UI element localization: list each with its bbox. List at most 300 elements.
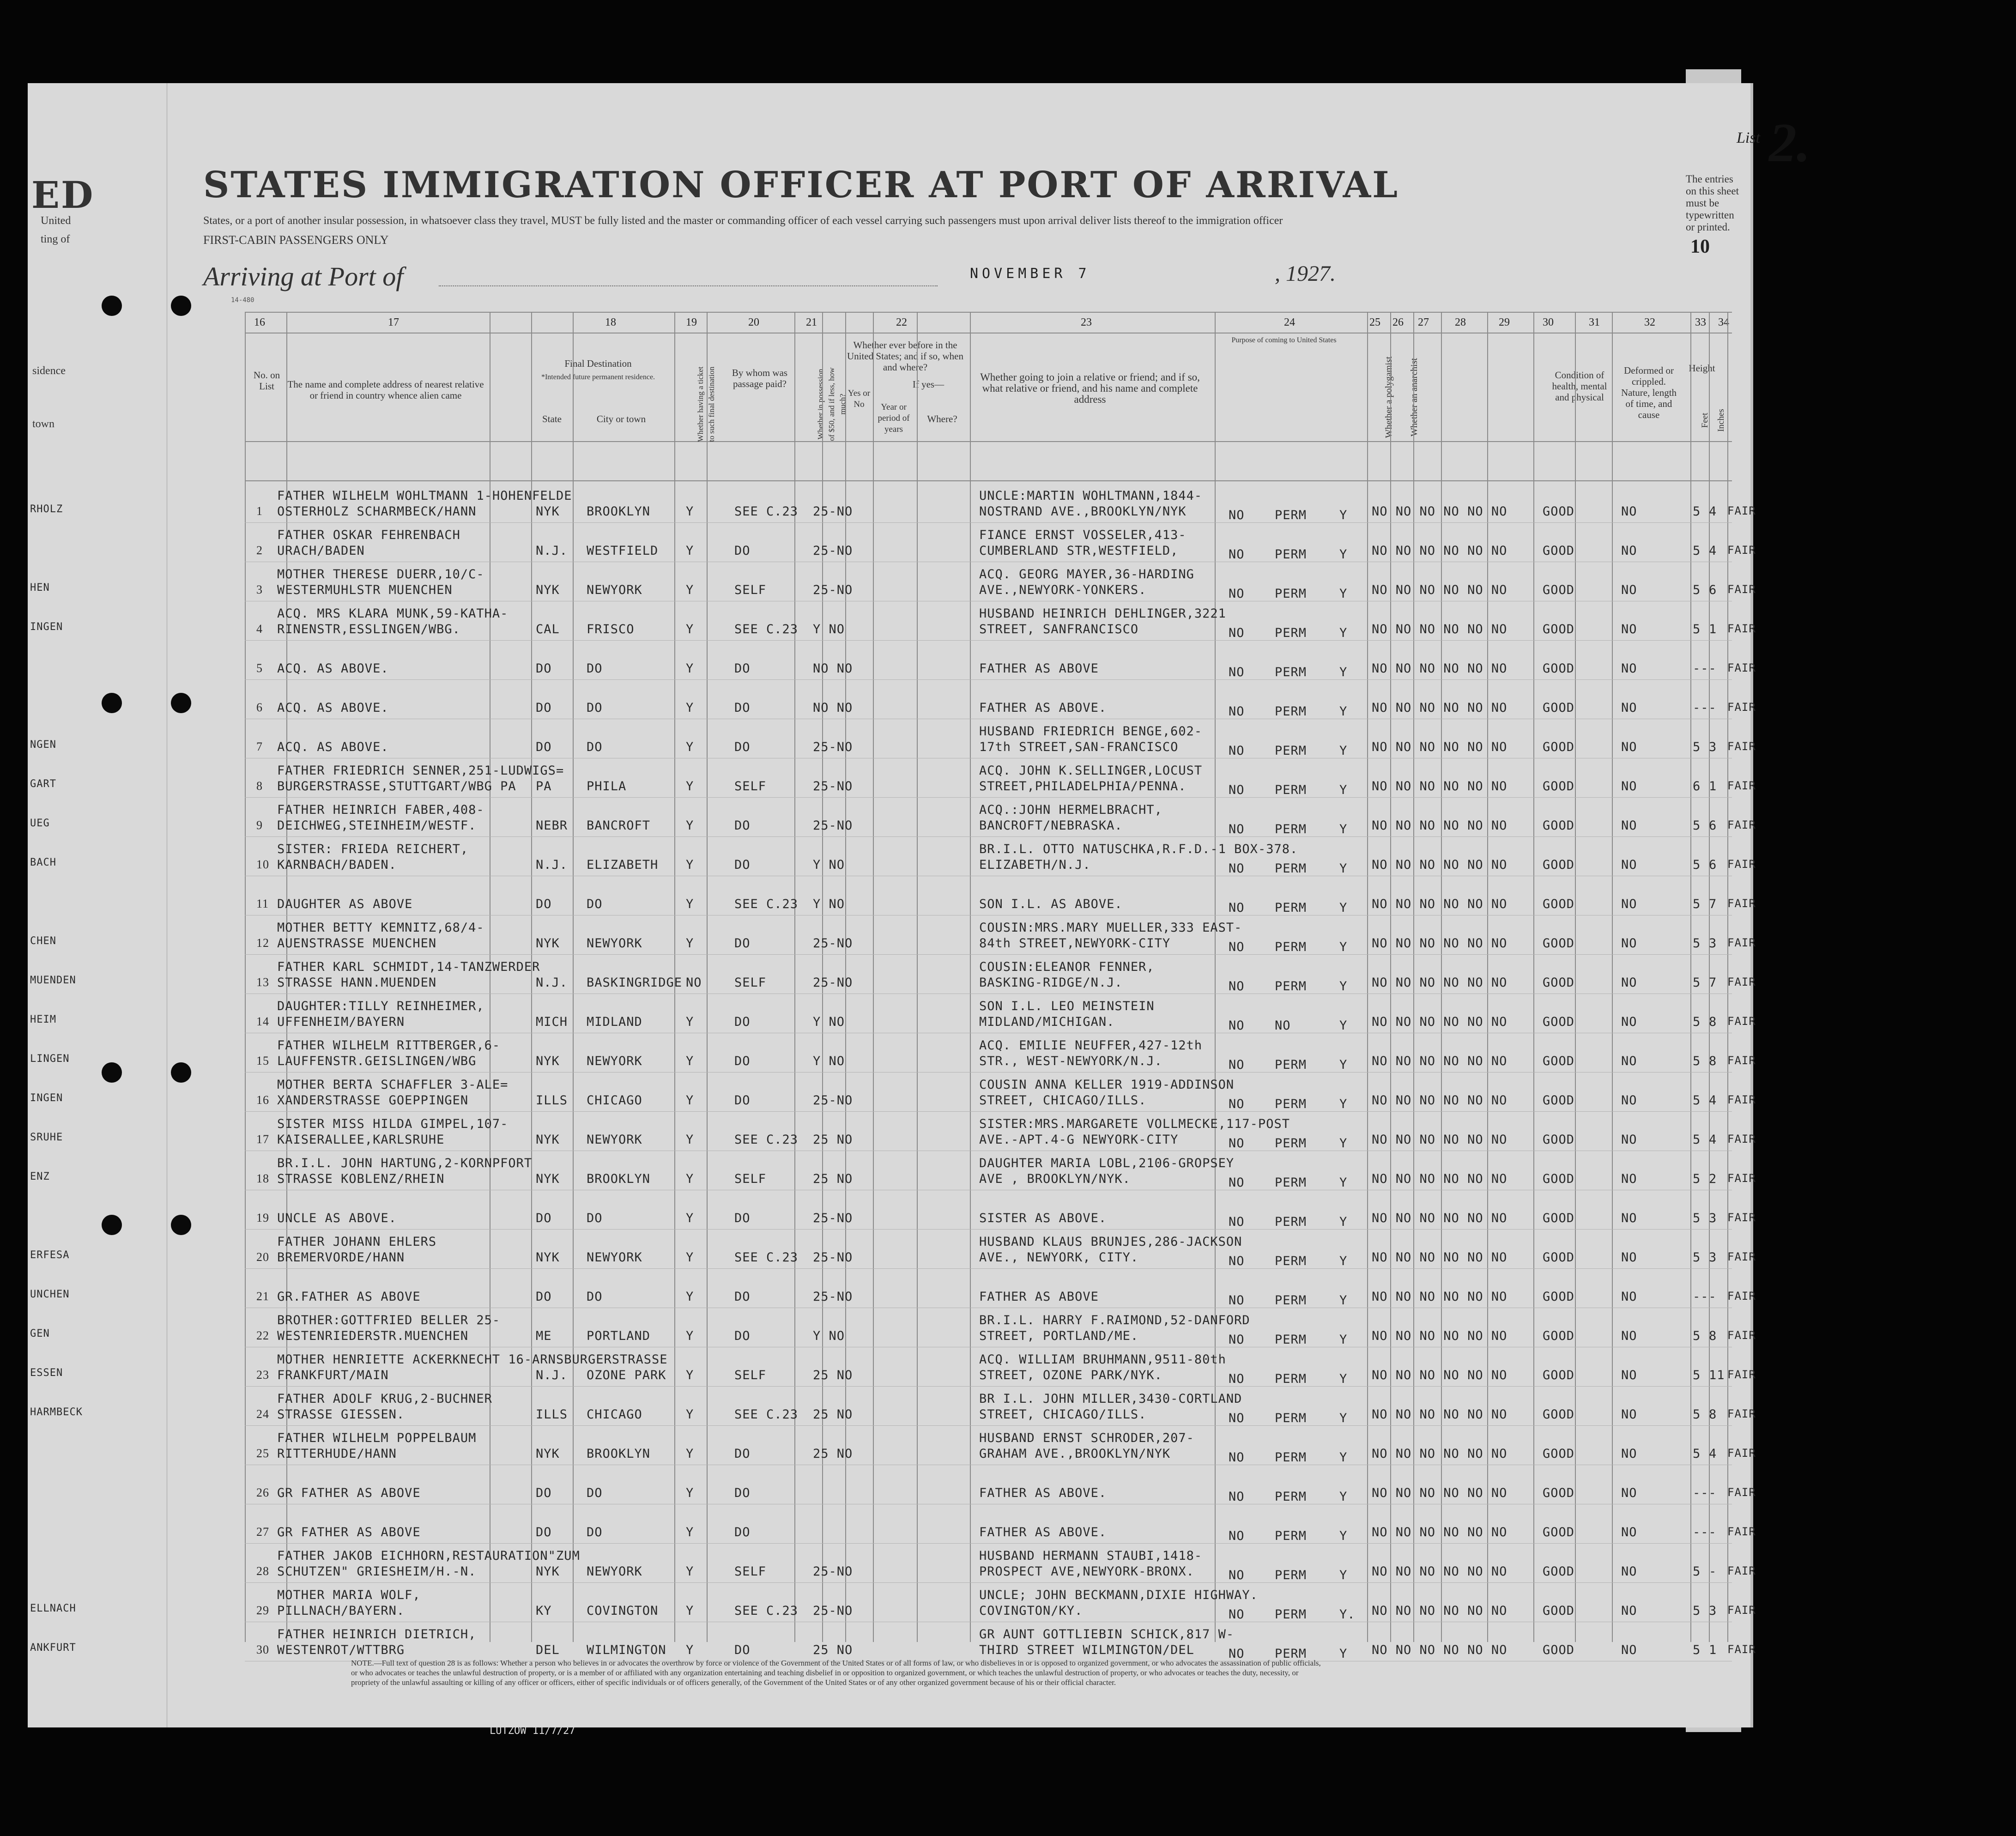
health-condition: GOOD (1543, 701, 1575, 715)
joining-relative: SON I.L. LEO MEINSTEIN (979, 999, 1155, 1013)
flag-yes: Y (1339, 744, 1348, 758)
row-number: 12 (256, 936, 269, 950)
height-inches: 6 (1709, 818, 1717, 833)
deformed-flag: NO (1621, 1172, 1637, 1186)
row-number: 16 (256, 1093, 269, 1107)
money-in-possession: 25-NO (813, 1093, 853, 1108)
flag-no: NO (1229, 1647, 1245, 1661)
question-answers: NO NO NO NO NO NO (1372, 1172, 1507, 1186)
relative-address: STRASSE HANN.MUENDEN (277, 976, 437, 990)
margin-fragment: HEN (30, 582, 50, 594)
relative-address: ACQ. AS ABOVE. (277, 661, 389, 676)
complexion: FAIR (1727, 858, 1756, 871)
destination-city: CHICAGO (587, 1093, 642, 1108)
header-bottom-rule (245, 441, 1732, 442)
complexion: FAIR (1727, 779, 1756, 792)
list-number: 2. (1769, 112, 1810, 173)
height-inches: 3 (1709, 1250, 1717, 1265)
margin-fragment: SRUHE (30, 1132, 63, 1143)
flag-no: NO (1229, 1097, 1245, 1111)
height-inches: 4 (1709, 504, 1717, 519)
col-header-paid-by: By whom was passage paid? (732, 367, 788, 389)
destination-state: DO (536, 1486, 552, 1500)
flag-no: NO (1229, 1136, 1245, 1151)
destination-city: MIDLAND (587, 1015, 642, 1029)
destination-city: DO (587, 1525, 603, 1539)
money-in-possession: Y NO (813, 858, 845, 872)
passage-paid-by: DO (734, 1054, 751, 1068)
flag-yes: Y (1339, 1176, 1348, 1190)
flag-no: NO (1229, 1254, 1245, 1268)
column-number: 34 (1718, 316, 1729, 328)
passage-paid-by: SEE C.23 (734, 622, 799, 636)
joining-address: STR., WEST-NEWYORK/N.J. (979, 1054, 1162, 1068)
deformed-flag: NO (1621, 1643, 1637, 1657)
arrival-year: , 1927. (1275, 261, 1336, 286)
col-header-feet: Feet (1700, 412, 1710, 428)
col-header-if-yes: If yes— (912, 379, 944, 390)
col-header-final-destination: Final Destination (564, 358, 632, 369)
flag-yes: Y (1339, 1372, 1348, 1386)
question-answers: NO NO NO NO NO NO (1372, 740, 1507, 754)
margin-fragment: GART (30, 778, 56, 790)
joining-relative: HUSBAND ERNST SCHRODER,207- (979, 1431, 1194, 1445)
col-header-destination-note: *Intended future permanent residence. (541, 373, 655, 381)
joining-relative: UNCLE:MARTIN WOHLTMANN,1844- (979, 489, 1203, 503)
relative-address: AUENSTRASSE MUENCHEN (277, 936, 437, 951)
col-header-where: Where? (927, 413, 957, 424)
joining-relative: FIANCE ERNST VOSSELER,413- (979, 528, 1187, 542)
margin-fragment: LINGEN (30, 1053, 70, 1065)
col-header-relative: The name and complete address of nearest relative or friend in country whence alien came (287, 379, 484, 401)
money-in-possession: 25-NO (813, 504, 853, 519)
joining-relative: GR AUNT GOTTLIEBIN SCHICK,817 W- (979, 1627, 1235, 1642)
purpose-of-visit: PERM (1275, 783, 1307, 797)
column-number: 17 (388, 316, 399, 328)
flag-no: NO (1229, 626, 1245, 640)
ticket-flag: Y (686, 779, 694, 794)
complexion: FAIR (1727, 504, 1756, 517)
col-header-anarchist: Whether an anarchist (1409, 358, 1419, 436)
relative-address: ACQ. AS ABOVE. (277, 701, 389, 715)
relative-name: MOTHER HENRIETTE ACKERKNECHT 16-ARNSBURGERSTRASSE (277, 1352, 668, 1367)
column-number: 27 (1418, 316, 1429, 328)
column-rule (1367, 312, 1368, 1642)
margin-fragment: ENZ (30, 1171, 50, 1182)
relative-address: DEICHWEG,STEINHEIM/WESTF. (277, 818, 477, 833)
health-condition: GOOD (1543, 1054, 1575, 1068)
col-header-inches: Inches (1716, 409, 1726, 432)
flag-yes: Y (1339, 704, 1348, 719)
height-feet: 5 (1693, 897, 1701, 911)
money-in-possession: 25-NO (813, 936, 853, 951)
joining-address: 84th STREET,NEWYORK-CITY (979, 936, 1171, 951)
column-rule (1575, 312, 1576, 1642)
flag-no: NO (1229, 979, 1245, 994)
joining-address: BASKING-RIDGE/N.J. (979, 976, 1123, 990)
health-condition: GOOD (1543, 936, 1575, 951)
height-feet: 5 (1693, 504, 1701, 519)
destination-state: MICH (536, 1015, 568, 1029)
destination-city: DO (587, 740, 603, 754)
joining-address: ELIZABETH/N.J. (979, 858, 1091, 872)
destination-state: DO (536, 740, 552, 754)
row-number: 13 (256, 976, 269, 989)
joining-relative: ACQ.:JOHN HERMELBRACHT, (979, 803, 1162, 817)
col-header-height: Height (1689, 363, 1715, 374)
flag-yes: Y (1339, 626, 1348, 640)
complexion: FAIR (1727, 1643, 1756, 1656)
row-number: 25 (256, 1447, 269, 1460)
relative-address: SCHUTZEN" GRIESHEIM/H.-N. (277, 1564, 477, 1579)
health-condition: GOOD (1543, 1329, 1575, 1343)
margin-fragment: RHOLZ (30, 503, 63, 515)
row-number: 29 (256, 1604, 269, 1617)
joining-address: STREET, SANFRANCISCO (979, 622, 1139, 636)
column-rule (707, 312, 708, 1642)
row-number: 6 (256, 701, 263, 714)
relative-name: FATHER FRIEDRICH SENNER,251-LUDWIGS= (277, 763, 564, 778)
passage-paid-by: DO (734, 1525, 751, 1539)
relative-name: ACQ. MRS KLARA MUNK,59-KATHA- (277, 606, 509, 621)
ticket-flag: Y (686, 583, 694, 597)
relative-address: ACQ. AS ABOVE. (277, 740, 389, 754)
passage-paid-by: DO (734, 740, 751, 754)
joining-relative: ACQ. GEORG MAYER,36-HARDING (979, 567, 1194, 582)
joining-address: SISTER AS ABOVE. (979, 1211, 1107, 1225)
height-feet: 5 (1693, 1211, 1701, 1225)
question-answers: NO NO NO NO NO NO (1372, 1368, 1507, 1382)
relative-name: FATHER OSKAR FEHRENBACH (277, 528, 460, 542)
purpose-of-visit: PERM (1275, 822, 1307, 836)
ticket-flag: Y (686, 1525, 694, 1539)
relative-name: FATHER WILHELM RITTBERGER,6- (277, 1038, 501, 1053)
joining-relative: COUSIN:ELEANOR FENNER, (979, 960, 1155, 974)
flag-no: NO (1229, 587, 1245, 601)
deformed-flag: NO (1621, 1054, 1637, 1068)
passage-paid-by: SEE C.23 (734, 1407, 799, 1422)
purpose-of-visit: PERM (1275, 1293, 1307, 1308)
height-inches: 8 (1709, 1015, 1717, 1029)
height-inches: 1 (1709, 622, 1717, 636)
page-fold (166, 83, 168, 1727)
joining-address: FATHER AS ABOVE. (979, 701, 1107, 715)
health-condition: GOOD (1543, 1290, 1575, 1304)
deformed-flag: NO (1621, 1250, 1637, 1265)
relative-name: FATHER ADOLF KRUG,2-BUCHNER (277, 1392, 492, 1406)
joining-address: COVINGTON/KY. (979, 1604, 1083, 1618)
flag-no: NO (1229, 822, 1245, 836)
money-in-possession: 25-NO (813, 818, 853, 833)
column-number: 16 (254, 316, 265, 328)
col-header-yes-no: Yes or No (848, 388, 871, 409)
relative-address: GR FATHER AS ABOVE (277, 1486, 421, 1500)
question-answers: NO NO NO NO NO NO (1372, 544, 1507, 558)
column-number: 29 (1499, 316, 1510, 328)
arriving-label: Arriving at Port of (203, 261, 404, 291)
ticket-flag: Y (686, 1447, 694, 1461)
ticket-flag: Y (686, 1604, 694, 1618)
relative-address: UNCLE AS ABOVE. (277, 1211, 397, 1225)
port-blank-line (439, 285, 938, 286)
question-answers: NO NO NO NO NO NO (1372, 583, 1507, 597)
flag-yes: Y (1339, 901, 1348, 915)
money-in-possession: 25 NO (813, 1407, 853, 1422)
height-feet: 5 (1693, 1564, 1701, 1579)
joining-relative: SISTER:MRS.MARGARETE VOLLMECKE,117-POST (979, 1117, 1290, 1131)
col-town-fragment: town (32, 418, 54, 430)
relative-address: LAUFFENSTR.GEISLINGEN/WBG (277, 1054, 477, 1068)
relative-name: MOTHER MARIA WOLF, (277, 1588, 421, 1602)
purpose-of-visit: PERM (1275, 1058, 1307, 1072)
flag-yes: Y (1339, 1333, 1348, 1347)
destination-city: COVINGTON (587, 1604, 659, 1618)
row-number: 5 (256, 661, 263, 675)
destination-state: NYK (536, 1250, 560, 1265)
margin-fragment: INGEN (30, 1092, 63, 1104)
row-rule (245, 1543, 1732, 1544)
height-feet: 5 (1693, 1447, 1701, 1461)
joining-relative: BR I.L. JOHN MILLER,3430-CORTLAND (979, 1392, 1242, 1406)
passage-paid-by: DO (734, 1093, 751, 1108)
purpose-of-visit: PERM (1275, 1215, 1307, 1229)
flag-yes: Y (1339, 1254, 1348, 1268)
column-number: 31 (1589, 316, 1600, 328)
column-number: 18 (605, 316, 616, 328)
destination-city: NEWYORK (587, 1133, 642, 1147)
row-rule (245, 954, 1732, 955)
column-rule (970, 312, 971, 1642)
row-number: 26 (256, 1486, 269, 1499)
ticket-flag: Y (686, 818, 694, 833)
complexion: FAIR (1727, 1172, 1756, 1185)
money-in-possession: 25-NO (813, 583, 853, 597)
joining-address: STREET, PORTLAND/ME. (979, 1329, 1139, 1343)
money-in-possession: 25-NO (813, 976, 853, 990)
destination-state: NYK (536, 936, 560, 951)
ticket-flag: Y (686, 1643, 694, 1657)
health-condition: GOOD (1543, 1564, 1575, 1579)
destination-state: ILLS (536, 1093, 568, 1108)
money-in-possession: 25-NO (813, 1604, 853, 1618)
ticket-flag: Y (686, 701, 694, 715)
relative-address: WESTENRIEDERSTR.MUENCHEN (277, 1329, 469, 1343)
height-feet: 5 (1693, 544, 1701, 558)
complexion: FAIR (1727, 1525, 1756, 1538)
row-number: 21 (256, 1290, 269, 1303)
row-number: 22 (256, 1329, 269, 1342)
purpose-of-visit: PERM (1275, 1607, 1307, 1622)
height-inches: 6 (1709, 858, 1717, 872)
question-answers: NO NO NO NO NO NO (1372, 936, 1507, 951)
flag-yes: Y (1339, 1097, 1348, 1111)
destination-city: DO (587, 701, 603, 715)
flag-yes: Y (1339, 783, 1348, 797)
sheet-number: 10 (1690, 236, 1710, 257)
row-number: 1 (256, 504, 263, 518)
complexion: FAIR (1727, 1564, 1756, 1577)
complexion: FAIR (1727, 818, 1756, 831)
row-number: 7 (256, 740, 263, 753)
purpose-of-visit: PERM (1275, 704, 1307, 719)
health-condition: GOOD (1543, 583, 1575, 597)
question-answers: NO NO NO NO NO NO (1372, 1290, 1507, 1304)
height-feet: 5 (1693, 1643, 1701, 1657)
height-feet: 5 (1693, 583, 1701, 597)
health-condition: GOOD (1543, 1172, 1575, 1186)
purpose-of-visit: PERM (1275, 547, 1307, 562)
destination-state: NYK (536, 583, 560, 597)
money-in-possession: 25 NO (813, 1643, 853, 1657)
joining-address: PROSPECT AVE,NEWYORK-BRONX. (979, 1564, 1194, 1579)
ticket-flag: Y (686, 1133, 694, 1147)
relative-address: STRASSE GIESSEN. (277, 1407, 405, 1422)
health-condition: GOOD (1543, 1368, 1575, 1382)
column-number: 25 (1369, 316, 1380, 328)
money-in-possession: NO NO (813, 661, 853, 676)
complexion: FAIR (1727, 1604, 1756, 1617)
column-rule (245, 312, 246, 1642)
deformed-flag: NO (1621, 1211, 1637, 1225)
ticket-flag: Y (686, 622, 694, 636)
relative-address: BURGERSTRASSE,STUTTGART/WBG PA (277, 779, 516, 794)
health-condition: GOOD (1543, 740, 1575, 754)
money-in-possession: 25-NO (813, 740, 853, 754)
deformed-flag: NO (1621, 740, 1637, 754)
column-number: 19 (686, 316, 697, 328)
deformed-flag: NO (1621, 583, 1637, 597)
deformed-flag: NO (1621, 1525, 1637, 1539)
joining-address: MIDLAND/MICHIGAN. (979, 1015, 1115, 1029)
flag-yes: Y (1339, 1293, 1348, 1308)
deformed-flag: NO (1621, 1093, 1637, 1108)
deformed-flag: NO (1621, 1407, 1637, 1422)
height-inches: 3 (1709, 1211, 1717, 1225)
purpose-of-visit: PERM (1275, 940, 1307, 954)
relative-name: FATHER JOHANN EHLERS (277, 1235, 437, 1249)
question-answers: NO NO NO NO NO NO (1372, 976, 1507, 990)
purpose-of-visit: PERM (1275, 665, 1307, 679)
height-feet: --- (1693, 1486, 1717, 1500)
height-inches: 7 (1709, 976, 1717, 990)
flag-no: NO (1229, 1215, 1245, 1229)
relative-address: KARNBACH/BADEN. (277, 858, 397, 872)
question-answers: NO NO NO NO NO NO (1372, 661, 1507, 676)
relative-address: KAISERALLEE,KARLSRUHE (277, 1133, 445, 1147)
question-answers: NO NO NO NO NO NO (1372, 1604, 1507, 1618)
flag-yes: Y (1339, 508, 1348, 522)
column-rule (873, 312, 874, 1642)
flag-no: NO (1229, 1529, 1245, 1543)
ticket-flag: Y (686, 1564, 694, 1579)
destination-city: WILMINGTON (587, 1643, 666, 1657)
height-inches: 1 (1709, 1643, 1717, 1657)
flag-yes: Y (1339, 1411, 1348, 1425)
deformed-flag: NO (1621, 1329, 1637, 1343)
height-feet: 5 (1693, 976, 1701, 990)
ticket-flag: Y (686, 661, 694, 676)
joining-relative: UNCLE; JOHN BECKMANN,DIXIE HIGHWAY. (979, 1588, 1258, 1602)
complexion: FAIR (1727, 1054, 1756, 1067)
health-condition: GOOD (1543, 504, 1575, 519)
height-inches: 2 (1709, 1172, 1717, 1186)
purpose-of-visit: PERM (1275, 626, 1307, 640)
ticket-flag: NO (686, 976, 702, 990)
height-feet: 5 (1693, 1133, 1701, 1147)
col-header-before-us: Whether ever before in the United States; and if so, when and where? (847, 339, 963, 373)
row-rule (245, 1111, 1732, 1112)
destination-city: BROOKLYN (587, 1447, 651, 1461)
height-feet: 5 (1693, 1250, 1701, 1265)
col-header-state: State (542, 413, 562, 424)
destination-state: ILLS (536, 1407, 568, 1422)
height-inches: 8 (1709, 1329, 1717, 1343)
flag-no: NO (1229, 1411, 1245, 1425)
money-in-possession: 25-NO (813, 1564, 853, 1579)
height-inches: 11 (1709, 1368, 1725, 1382)
passage-paid-by: SEE C.23 (734, 1250, 799, 1265)
destination-state: NYK (536, 1172, 560, 1186)
health-condition: GOOD (1543, 858, 1575, 872)
height-feet: 5 (1693, 1368, 1701, 1382)
margin-fragment: INGEN (30, 621, 63, 633)
deformed-flag: NO (1621, 1564, 1637, 1579)
height-feet: 5 (1693, 1015, 1701, 1029)
destination-city: DO (587, 1486, 603, 1500)
relative-address: GR.FATHER AS ABOVE (277, 1290, 421, 1304)
destination-city: PHILA (587, 779, 627, 794)
health-condition: GOOD (1543, 1407, 1575, 1422)
deformed-flag: NO (1621, 504, 1637, 519)
joining-address: BANCROFT/NEBRASKA. (979, 818, 1123, 833)
purpose-of-visit: PERM (1275, 1411, 1307, 1425)
passage-paid-by: DO (734, 661, 751, 676)
joining-address: AVE.,NEWYORK-YONKERS. (979, 583, 1147, 597)
complexion: FAIR (1727, 1250, 1756, 1263)
row-number: 2 (256, 544, 263, 557)
question-answers: NO NO NO NO NO NO (1372, 858, 1507, 872)
destination-city: WESTFIELD (587, 544, 659, 558)
complexion: FAIR (1727, 1407, 1756, 1420)
row-rule (245, 1425, 1732, 1426)
joining-relative: HUSBAND KLAUS BRUNJES,286-JACKSON (979, 1235, 1242, 1249)
flag-yes: Y (1339, 1568, 1348, 1582)
col-header-joining: Whether going to join a relative or friend; and if so, what relative or friend, and his name and complete address (980, 371, 1200, 405)
relative-address: OSTERHOLZ SCHARMBECK/HANN (277, 504, 477, 519)
flag-no: NO (1229, 1372, 1245, 1386)
deformed-flag: NO (1621, 936, 1637, 951)
relative-name: FATHER WILHELM WOHLTMANN 1-HOHENFELDE (277, 489, 572, 503)
health-condition: GOOD (1543, 1447, 1575, 1461)
question-answers: NO NO NO NO NO NO (1372, 1643, 1507, 1657)
relative-address: FRANKFURT/MAIN (277, 1368, 389, 1382)
deformed-flag: NO (1621, 818, 1637, 833)
destination-state: DO (536, 1211, 552, 1225)
passage-paid-by: SEE C.23 (734, 1604, 799, 1618)
flag-no: NO (1229, 665, 1245, 679)
complexion: FAIR (1727, 1329, 1756, 1342)
row-rule (245, 1386, 1732, 1387)
relative-address: WESTERMUHLSTR MUENCHEN (277, 583, 453, 597)
relative-address: DAUGHTER AS ABOVE (277, 897, 413, 911)
passage-paid-by: DO (734, 858, 751, 872)
margin-fragment: HARMBECK (30, 1406, 83, 1418)
passage-paid-by: SELF (734, 976, 767, 990)
deformed-flag: NO (1621, 701, 1637, 715)
flag-no: NO (1229, 704, 1245, 719)
flag-no: NO (1229, 861, 1245, 876)
question-answers: NO NO NO NO NO NO (1372, 504, 1507, 519)
